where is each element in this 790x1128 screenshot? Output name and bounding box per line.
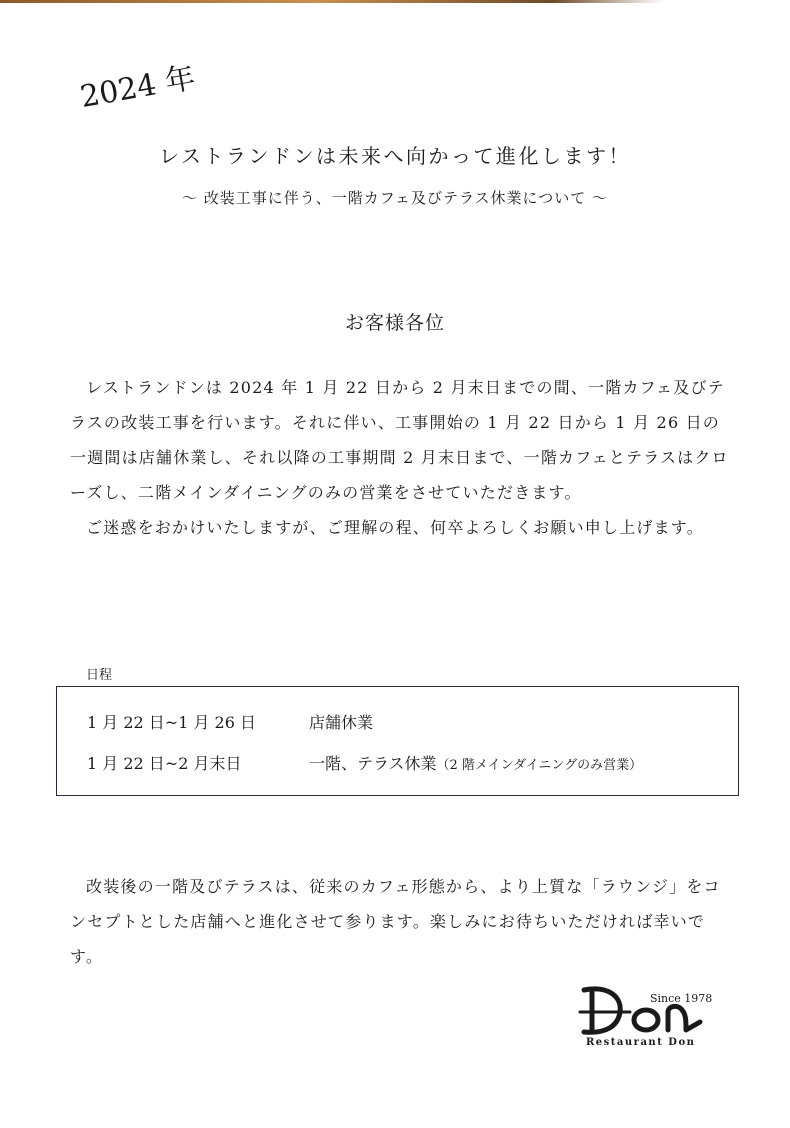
schedule-desc: 一階、テラス休業 — [309, 754, 437, 773]
logo-wordmark-graphic — [576, 982, 716, 1042]
schedule-note: （2 階メインダイニングのみ営業） — [436, 758, 643, 773]
schedule-box — [56, 686, 739, 796]
paragraph-apology: ご迷惑をおかけいたしますが、ご理解の程、何卒よろしくお願い申し上げます。 — [86, 518, 704, 537]
paragraph-renovation-concept: 改装後の一階及びテラスは、従来のカフェ形態から、より上質な「ラウンジ」をコンセプトとした店舗へと進化させて参ります。楽しみにお待ちいただければ幸いです。 — [70, 877, 721, 966]
notice-body — [70, 370, 730, 545]
salutation: お客様各位 — [344, 312, 445, 334]
schedule-row — [87, 710, 373, 733]
restaurant-don-logo — [576, 982, 716, 1062]
logo-subtitle: Restaurant Don — [586, 1037, 696, 1048]
schedule-desc: 店舗休業 — [309, 713, 374, 732]
schedule-date: 1 月 22 日~2 月末日 — [87, 754, 242, 773]
year-heading: 2024 年 — [77, 60, 198, 116]
schedule-row — [87, 751, 642, 774]
paragraph-closure-details: レストランドンは 2024 年 1 月 22 日から 2 月末日までの間、一階カフェ及びテラスの改装工事を行います。それに伴い、工事開始の 1 月 22 日から 1 月 26 日の一週間は店舗休業し、それ以降の工事期間 2 月末日まで、一階カフェとテラスはクローズし、二階メインダイニングのみの営業をさせていただきます。 — [70, 378, 729, 502]
subheadline: ～ 改装工事に伴う、一階カフェ及びテラス休業について ～ — [181, 189, 609, 207]
top-edge-strip — [0, 0, 790, 3]
renovation-message — [70, 869, 730, 974]
schedule-label: 日程 — [86, 668, 113, 683]
schedule-date: 1 月 22 日~1 月 26 日 — [87, 713, 257, 732]
headline: レストランドンは未来へ向かって進化します！ — [159, 144, 631, 168]
logo-since-text: Since 1978 — [650, 992, 713, 1005]
